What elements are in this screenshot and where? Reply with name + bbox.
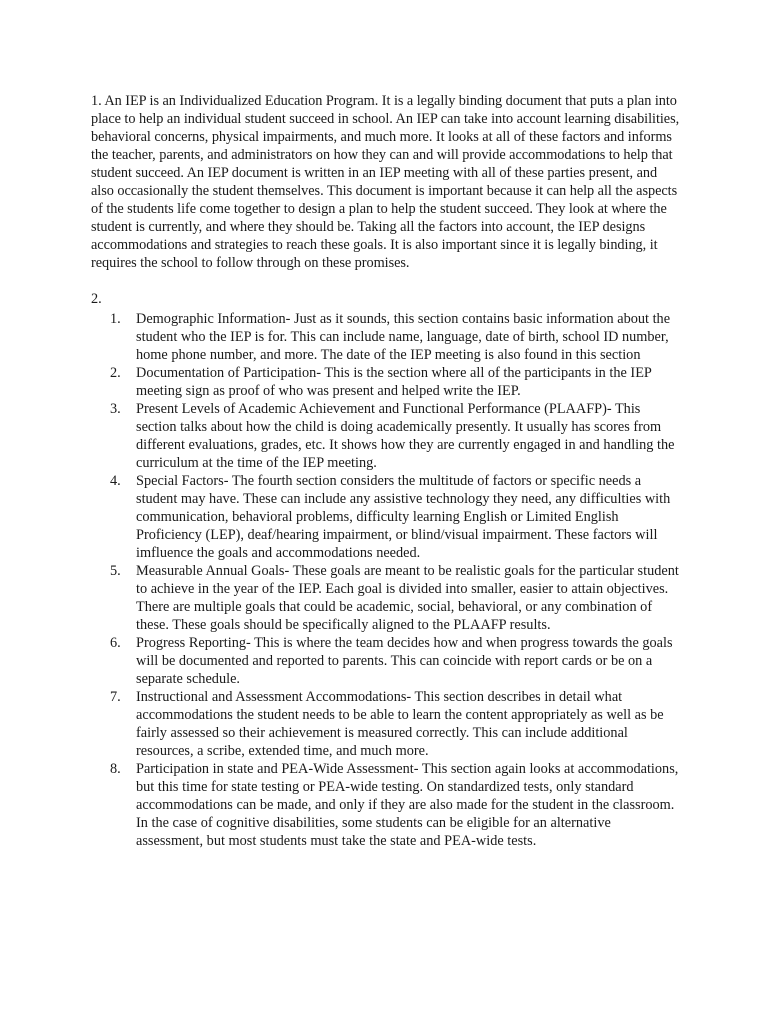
list-item — [91, 634, 681, 688]
list-item — [91, 310, 681, 364]
question-2-label: 2. — [91, 291, 102, 307]
document-page — [91, 92, 681, 850]
list-item-text: Instructional and Assessment Accommodations- This section describes in detail what accommodations the student needs to be able to learn the content appropriately as well as be fairly assessed so their achievement is measured correctly. This can include additional resources, a scribe, extended time, and much more. — [136, 689, 664, 759]
list-item — [91, 760, 681, 850]
list-item-number: 3. — [110, 401, 121, 417]
list-item-text: Measurable Annual Goals- These goals are meant to be realistic goals for the particular student to achieve in the year of the IEP. Each goal is divided into smaller, easier to attain objectives. There are multiple goals that could be academic, social, behavioral, or any combination of these. These goals should be specifically aligned to the PLAAFP results. — [136, 563, 679, 633]
list-item-text: Demographic Information- Just as it sounds, this section contains basic information about the student who the IEP is for. This can include name, language, date of birth, school ID number, home phone number, and more. The date of the IEP meeting is also found in this section — [136, 311, 671, 363]
list-item-number: 5. — [110, 563, 121, 579]
list-item-number: 8. — [110, 761, 121, 777]
list-item — [91, 688, 681, 760]
list-item-text: Present Levels of Academic Achievement and Functional Performance (PLAAFP)- This section talks about how the child is doing academically presently. It usually has scores from different evaluations, grades, etc. It shows how they are currently engaged in and handling the curriculum at the time of the IEP meeting. — [136, 401, 675, 471]
list-item-number: 6. — [110, 635, 121, 651]
list-item-number: 7. — [110, 689, 121, 705]
list-item — [91, 562, 681, 634]
list-item-number: 2. — [110, 365, 121, 381]
list-item-text: Participation in state and PEA-Wide Assessment- This section again looks at accommodations, but this time for state testing or PEA-wide testing. On standardized tests, only standard accommodations can be made, and only if they are also made for the student in the classroom. In the case of cognitive disabilities, some students can be eligible for an alternative assessment, but most students must take the state and PEA-wide tests. — [136, 761, 679, 849]
list-item-text: Progress Reporting- This is where the team decides how and when progress towards the goals will be documented and reported to parents. This can coincide with report cards or be on a separate schedule. — [136, 635, 673, 687]
list-item — [91, 400, 681, 472]
list-item — [91, 364, 681, 400]
question-1-paragraph: 1. An IEP is an Individualized Education Program. It is a legally binding document that puts a plan into place to help an individual student succeed in school. An IEP can take into account learning disabilities, behavioral concerns, physical impairments, and much more. It looks at all of these factors and informs the teacher, parents, and administrators on how they can and will provide accommodations to help that student succeed. An IEP document is written in an IEP meeting with all of these parties present, and also occasionally the student themselves. This document is important because it can help all the aspects of the students life come together to design a plan to help the student succeed. They look at where the student is currently, and where they should be. Taking all the factors into account, the IEP designs accommodations and strategies to reach these goals. It is also important since it is legally binding, it requires the school to follow through on these promises. — [91, 93, 680, 271]
list-item-text: Special Factors- The fourth section considers the multitude of factors or specific needs a student may have. These can include any assistive technology they need, any difficulties with communication, behavioral problems, difficulty learning English or Limited English Proficiency (LEP), deaf/hearing impairment, or blind/visual impairment. These factors will imfluence the goals and accommodations needed. — [136, 473, 671, 561]
list-item-text: Documentation of Participation- This is the section where all of the participants in the IEP meeting sign as proof of who was present and helped write the IEP. — [136, 365, 652, 399]
list-item-number: 4. — [110, 473, 121, 489]
list-item-number: 1. — [110, 311, 121, 327]
list-item — [91, 472, 681, 562]
question-2-list — [91, 310, 681, 850]
